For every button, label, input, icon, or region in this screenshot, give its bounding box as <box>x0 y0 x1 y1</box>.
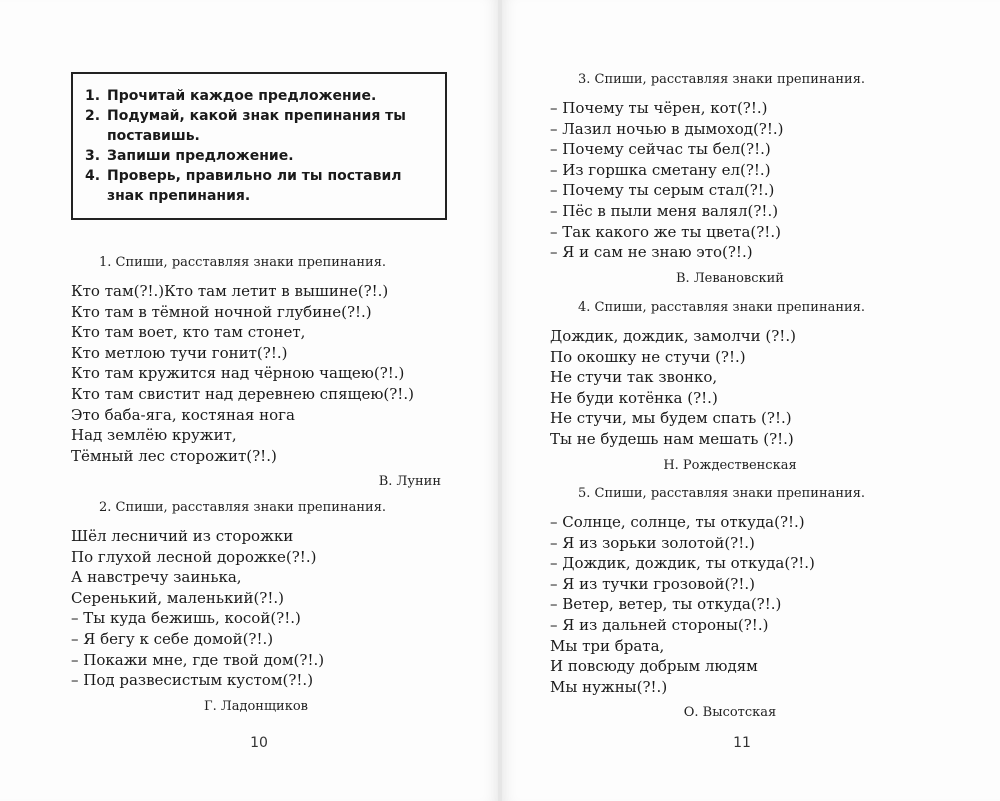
exercise-3 <box>550 70 910 289</box>
rule-item <box>85 86 435 106</box>
poem-line: – Почему ты чёрен, кот(?!.) <box>550 99 768 117</box>
poem-line: Кто там свистит над деревнею спящею(?!.) <box>71 384 414 403</box>
rule-text: Подумай, какой знак препинания ты поставишь. <box>107 108 406 144</box>
poem-line: – Я из дальней стороны(?!.) <box>550 615 769 634</box>
page-number: 11 <box>733 735 751 751</box>
rule-text: Проверь, правильно ли ты поставил знак препинания. <box>107 168 402 204</box>
left-page <box>0 0 498 801</box>
poem-line: Шёл лесничий из сторожки <box>71 527 294 545</box>
rule-number: 2. <box>85 108 101 124</box>
poem-line: Кто там(?!.)Кто там летит в вышине(?!.) <box>71 282 389 300</box>
exercise-heading: 2. Спиши, расставляя знаки препинания. <box>99 500 387 515</box>
poem-line: – Пёс в пыли меня валял(?!.) <box>550 201 779 220</box>
rule-text: Запиши предложение. <box>107 148 294 164</box>
poem-line: – Я из тучки грозовой(?!.) <box>550 574 755 593</box>
poem-line: – Солнце, солнце, ты откуда(?!.) <box>550 513 805 531</box>
poem-line: Кто там в тёмной ночной глубине(?!.) <box>71 302 372 321</box>
poem-line: Не стучи так звонко, <box>550 368 718 387</box>
exercise-1 <box>71 253 441 492</box>
poem-line: Ты не будешь нам мешать (?!.) <box>550 429 794 448</box>
rule-number: 3. <box>85 148 101 164</box>
exercise-heading: 1. Спиши, расставляя знаки препинания. <box>99 255 387 270</box>
poem-line: По глухой лесной дорожке(?!.) <box>71 547 317 566</box>
poem-lines <box>550 326 910 450</box>
poem-line: – Под развесистым кустом(?!.) <box>71 671 314 690</box>
exercise-heading: 4. Спиши, расставляя знаки препинания. <box>578 300 866 315</box>
poem-line: Дождик, дождик, замолчи (?!.) <box>550 327 796 345</box>
poem-lines <box>71 281 441 466</box>
poem-line: Серенький, маленький(?!.) <box>71 588 284 607</box>
poem-line: Над землёю кружит, <box>71 426 237 445</box>
poem-line: – Так какого же ты цвета(?!.) <box>550 222 781 241</box>
poem-author: В. Левановский <box>676 270 784 286</box>
exercise-heading: 5. Спиши, расставляя знаки препинания. <box>578 486 866 501</box>
poem-line: – Из горшка сметану ел(?!.) <box>550 160 771 179</box>
poem-line: – Почему ты серым стал(?!.) <box>550 181 775 200</box>
right-page <box>502 0 1000 801</box>
poem-lines <box>71 526 441 691</box>
poem-line: Мы нужны(?!.) <box>550 677 668 696</box>
exercise-2 <box>71 498 441 717</box>
poem-line: – Дождик, дождик, ты откуда(?!.) <box>550 554 815 573</box>
poem-lines <box>550 98 910 263</box>
poem-line: – Я и сам не знаю это(?!.) <box>550 243 753 262</box>
poem-line: Мы три брата, <box>550 636 665 655</box>
poem-line: – Ты куда бежишь, косой(?!.) <box>71 609 301 628</box>
rule-number: 4. <box>85 168 101 184</box>
page-number: 10 <box>250 735 268 751</box>
poem-line: И повсюду добрым людям <box>550 657 758 676</box>
poem-author: Н. Рождественская <box>663 457 797 473</box>
poem-line: – Покажи мне, где твой дом(?!.) <box>71 650 325 669</box>
exercise-heading: 3. Спиши, расставляя знаки препинания. <box>578 72 866 87</box>
poem-line: – Лазил ночью в дымоход(?!.) <box>550 119 784 138</box>
poem-line: По окошку не стучи (?!.) <box>550 347 746 366</box>
rule-text: Прочитай каждое предложение. <box>107 88 377 104</box>
poem-author: Г. Ладонщиков <box>204 698 308 714</box>
poem-line: Кто там воет, кто там стонет, <box>71 323 306 342</box>
exercise-5 <box>550 484 910 723</box>
poem-line: – Я бегу к себе домой(?!.) <box>71 629 274 648</box>
rules-list <box>85 86 435 206</box>
rule-item <box>85 166 435 206</box>
poem-line: А навстречу заинька, <box>71 568 242 587</box>
poem-line: Кто там кружится над чёрною чащею(?!.) <box>71 364 405 383</box>
rule-item <box>85 146 435 166</box>
rules-box <box>71 72 447 220</box>
poem-line: Кто метлою тучи гонит(?!.) <box>71 343 288 362</box>
poem-line: Не буди котёнка (?!.) <box>550 388 718 407</box>
rule-item <box>85 106 435 146</box>
poem-line: – Ветер, ветер, ты откуда(?!.) <box>550 595 782 614</box>
poem-line: – Почему сейчас ты бел(?!.) <box>550 140 771 159</box>
poem-line: – Я из зорьки золотой(?!.) <box>550 533 755 552</box>
poem-line: Тёмный лес сторожит(?!.) <box>71 446 277 465</box>
poem-line: Это баба-яга, костяная нога <box>71 405 295 424</box>
poem-lines <box>550 512 910 697</box>
poem-author: О. Высотская <box>683 705 777 721</box>
exercise-4 <box>550 298 910 476</box>
poem-author: В. Лунин <box>378 474 441 490</box>
rule-number: 1. <box>85 88 101 104</box>
poem-line: Не стучи, мы будем спать (?!.) <box>550 409 792 428</box>
